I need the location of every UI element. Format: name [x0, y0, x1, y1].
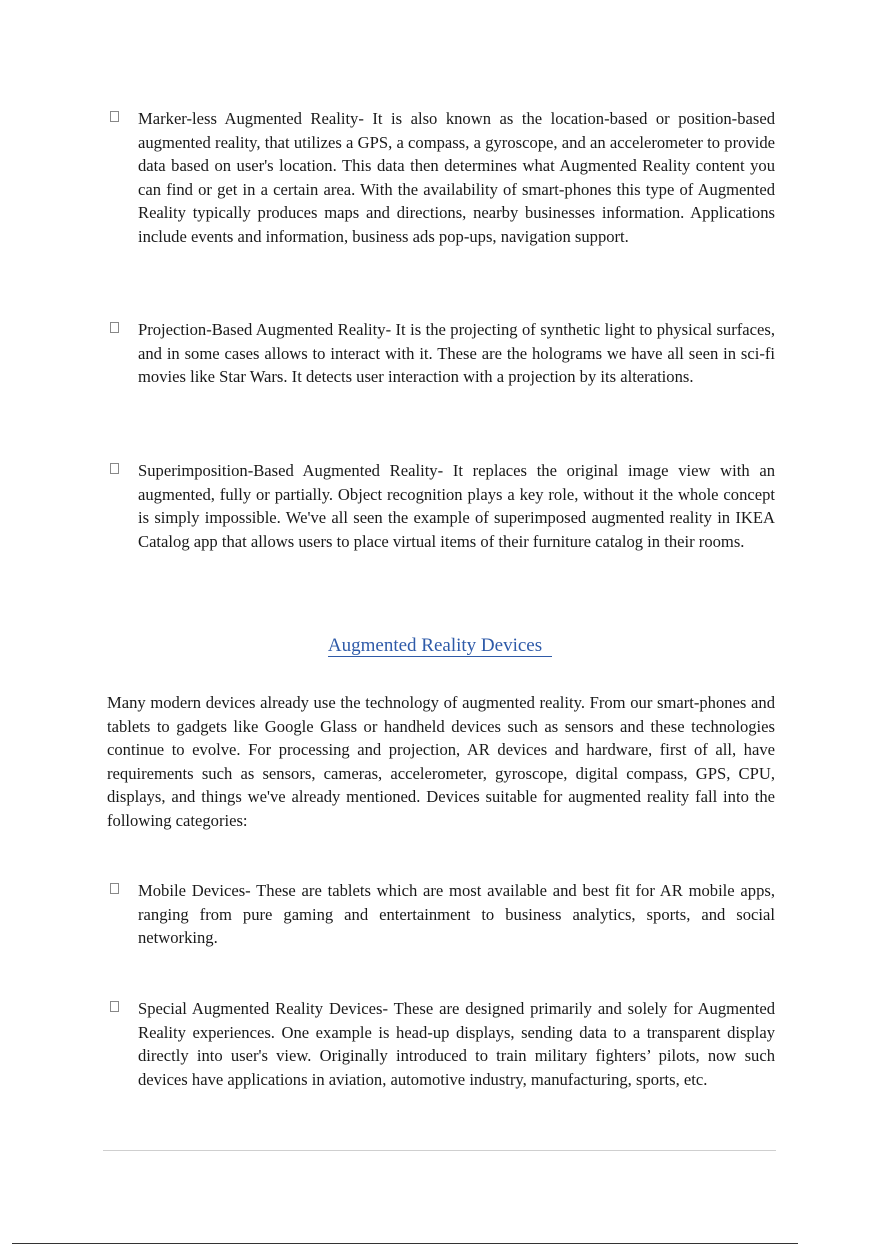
bullet-text: Superimposition-Based Augmented Reality- It replaces the original image view with an augmented, fully or partially. Object recognition plays a key role, without it the whole concept is simply impossible. We've all seen the example of superimposed augmented reality in IKEA Catalog app that allows users to place virtual items of their furniture catalog in their rooms. — [138, 461, 775, 551]
bullet-box-icon — [110, 883, 119, 894]
bullet-text: Special Augmented Reality Devices- These are designed primarily and solely for Augmented Reality experiences. One example is head-up displays, sending data to a transparent display directly into user's view. Originally introduced to train military fighters’ pilots, now such devices have applications in aviation, automotive industry, manufacturing, sports, etc. — [138, 999, 775, 1089]
bullet-box-icon — [110, 111, 119, 122]
list-item — [107, 879, 775, 950]
list-item — [107, 997, 775, 1091]
section-heading-text: Augmented Reality Devices — [328, 635, 552, 657]
bullet-text: Projection-Based Augmented Reality- It is the projecting of synthetic light to physical surfaces, and in some cases allows to interact with it. These are the holograms we have all seen in sci-fi movies like Star Wars. It detects user interaction with a projection by its alterations. — [138, 320, 775, 387]
footer-divider — [103, 1150, 776, 1151]
bullet-box-icon — [110, 463, 119, 474]
list-item — [107, 459, 775, 553]
bullet-box-icon — [110, 1001, 119, 1012]
list-item — [107, 107, 775, 249]
section-heading — [0, 634, 880, 658]
list-item — [107, 318, 775, 389]
bullet-text: Mobile Devices- These are tablets which are most available and best fit for AR mobile apps, ranging from pure gaming and entertainment to business analytics, sports, and social networking. — [138, 881, 775, 948]
body-paragraph: Many modern devices already use the technology of augmented reality. From our smart-phones and tablets to gadgets like Google Glass or handheld devices such as sensors and these technologies continue to evolve. For processing and projection, AR devices and hardware, first of all, have requirements such as sensors, cameras, accelerometer, gyroscope, digital compass, GPS, CPU, displays, and things we've already mentioned. Devices suitable for augmented reality fall into the following categories: — [107, 693, 775, 830]
bullet-text: Marker-less Augmented Reality- It is also known as the location-based or position-based augmented reality, that utilizes a GPS, a compass, a gyroscope, and an accelerometer to provide data based on user's location. This data then determines what Augmented Reality content you can find or get in a certain area. With the availability of smart-phones this type of Augmented Reality typically produces maps and directions, nearby businesses information. Applications include events and information, business ads pop-ups, navigation support. — [138, 109, 775, 246]
page-bottom-rule — [12, 1243, 798, 1244]
bullet-box-icon — [110, 322, 119, 333]
